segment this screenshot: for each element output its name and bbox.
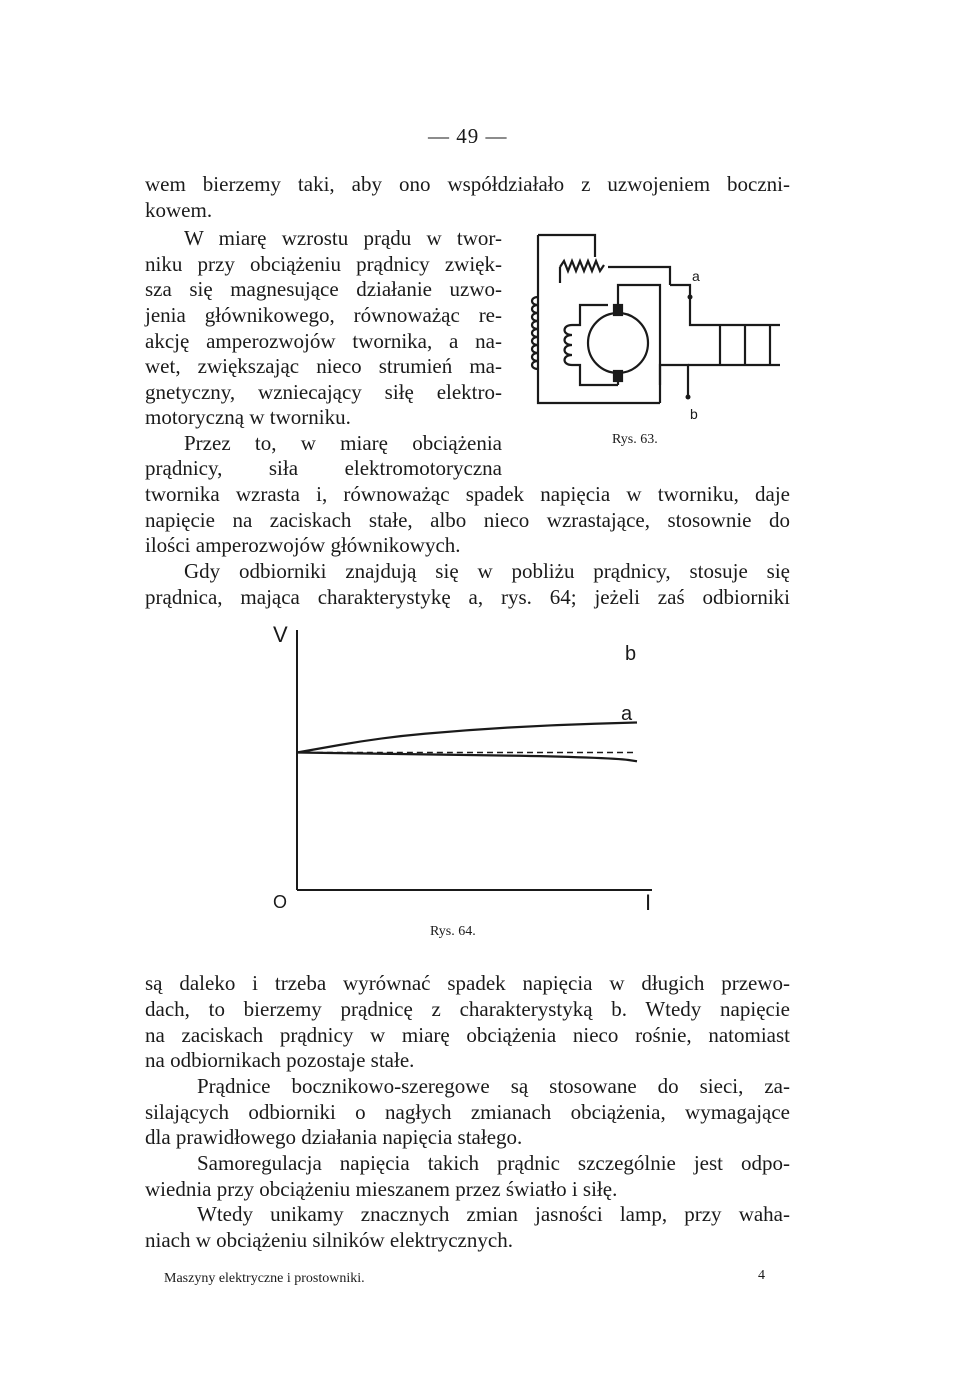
text-line: akcję amperozwojów twornika, a na- [145, 329, 502, 353]
text-line: napięcie na zaciskach stałe, albo nieco wzrastające, stosownie do [145, 508, 790, 532]
text-line: na zaciskach prądnicy w miarę obciążenia nieco rośnie, natomiast [145, 1023, 790, 1047]
text-line: gnetyczny, wzniecający siłę elektro- [145, 380, 502, 404]
text-line: Przez to, w miarę obciążenia [184, 431, 502, 455]
text-line: na odbiornikach pozostaje stałe. [145, 1048, 415, 1072]
footer-signature: 4 [758, 1268, 765, 1283]
y-axis-label: V [273, 622, 288, 647]
text-line: wem bierzemy taki, aby ono współdziałało z uzwojeniem boczni- [145, 172, 790, 196]
text-line: sza się magnesujące działanie uzwo- [145, 277, 502, 301]
text-line: prądnica, mająca charakterystykę a, rys. 64; jeżeli zaś odbiorniki [145, 585, 790, 609]
text-line: prądnicy, siła elektromotoryczna [145, 456, 502, 480]
text-line: W miarę wzrostu prądu w twor- [184, 226, 502, 250]
text-line: twornika wzrasta i, równoważąc spadek napięcia w tworniku, daje [145, 482, 790, 506]
figure-64-chart [265, 620, 665, 920]
text-line: jenia głównikowego, równoważąc re- [145, 303, 502, 327]
series-label-a: a [621, 703, 633, 725]
figure63-label-a: a [692, 268, 700, 284]
series-line-b [297, 723, 637, 753]
text-line: wiednia przy obciążeniu mieszanem przez światło i siłę. [145, 1177, 618, 1201]
x-axis-label: I [645, 890, 652, 915]
series-label-b: b [625, 643, 637, 665]
page-number: — 49 — [428, 124, 508, 148]
text-line: ilości amperozwojów głównikowych. [145, 533, 461, 557]
text-line: motoryczną w tworniku. [145, 405, 351, 429]
series-line-a [297, 753, 637, 762]
text-line: Samoregulacja napięcia takich prądnic szczególnie jest odpo- [197, 1151, 790, 1175]
text-line: dach, to bierzemy prądnicę z charakterystyką b. Wtedy napięcie [145, 997, 790, 1021]
figure-64-caption: Rys. 64. [430, 924, 476, 939]
text-line: Wtedy unikamy znacznych zmian jasności lamp, przy waha- [197, 1202, 790, 1226]
text-line: silających odbiorniki o nagłych zmianach obciążenia, wymagające [145, 1100, 790, 1124]
text-line: wet, zwiększając nieco strumień ma- [145, 354, 502, 378]
text-line: Gdy odbiorniki znajdują się w pobliżu prądnicy, stosuje się [184, 559, 790, 583]
text-line: są daleko i trzeba wyrównać spadek napięcia w długich przewo- [145, 971, 790, 995]
figure-63-circuit-diagram [520, 225, 790, 425]
figure-63-caption: Rys. 63. [612, 432, 658, 447]
text-line: niku przy obciążeniu prądnicy zwięk- [145, 252, 502, 276]
origin-label: O [273, 892, 288, 912]
text-line: kowem. [145, 198, 213, 222]
text-line: Prądnice bocznikowo-szeregowe są stosowane do sieci, za- [197, 1074, 790, 1098]
figure63-label-b: b [690, 406, 698, 422]
footer-title: Maszyny elektryczne i prostowniki. [164, 1271, 365, 1286]
text-line: niach w obciążeniu silników elektrycznych. [145, 1228, 513, 1252]
text-line: dla prawidłowego działania napięcia stałego. [145, 1125, 523, 1149]
